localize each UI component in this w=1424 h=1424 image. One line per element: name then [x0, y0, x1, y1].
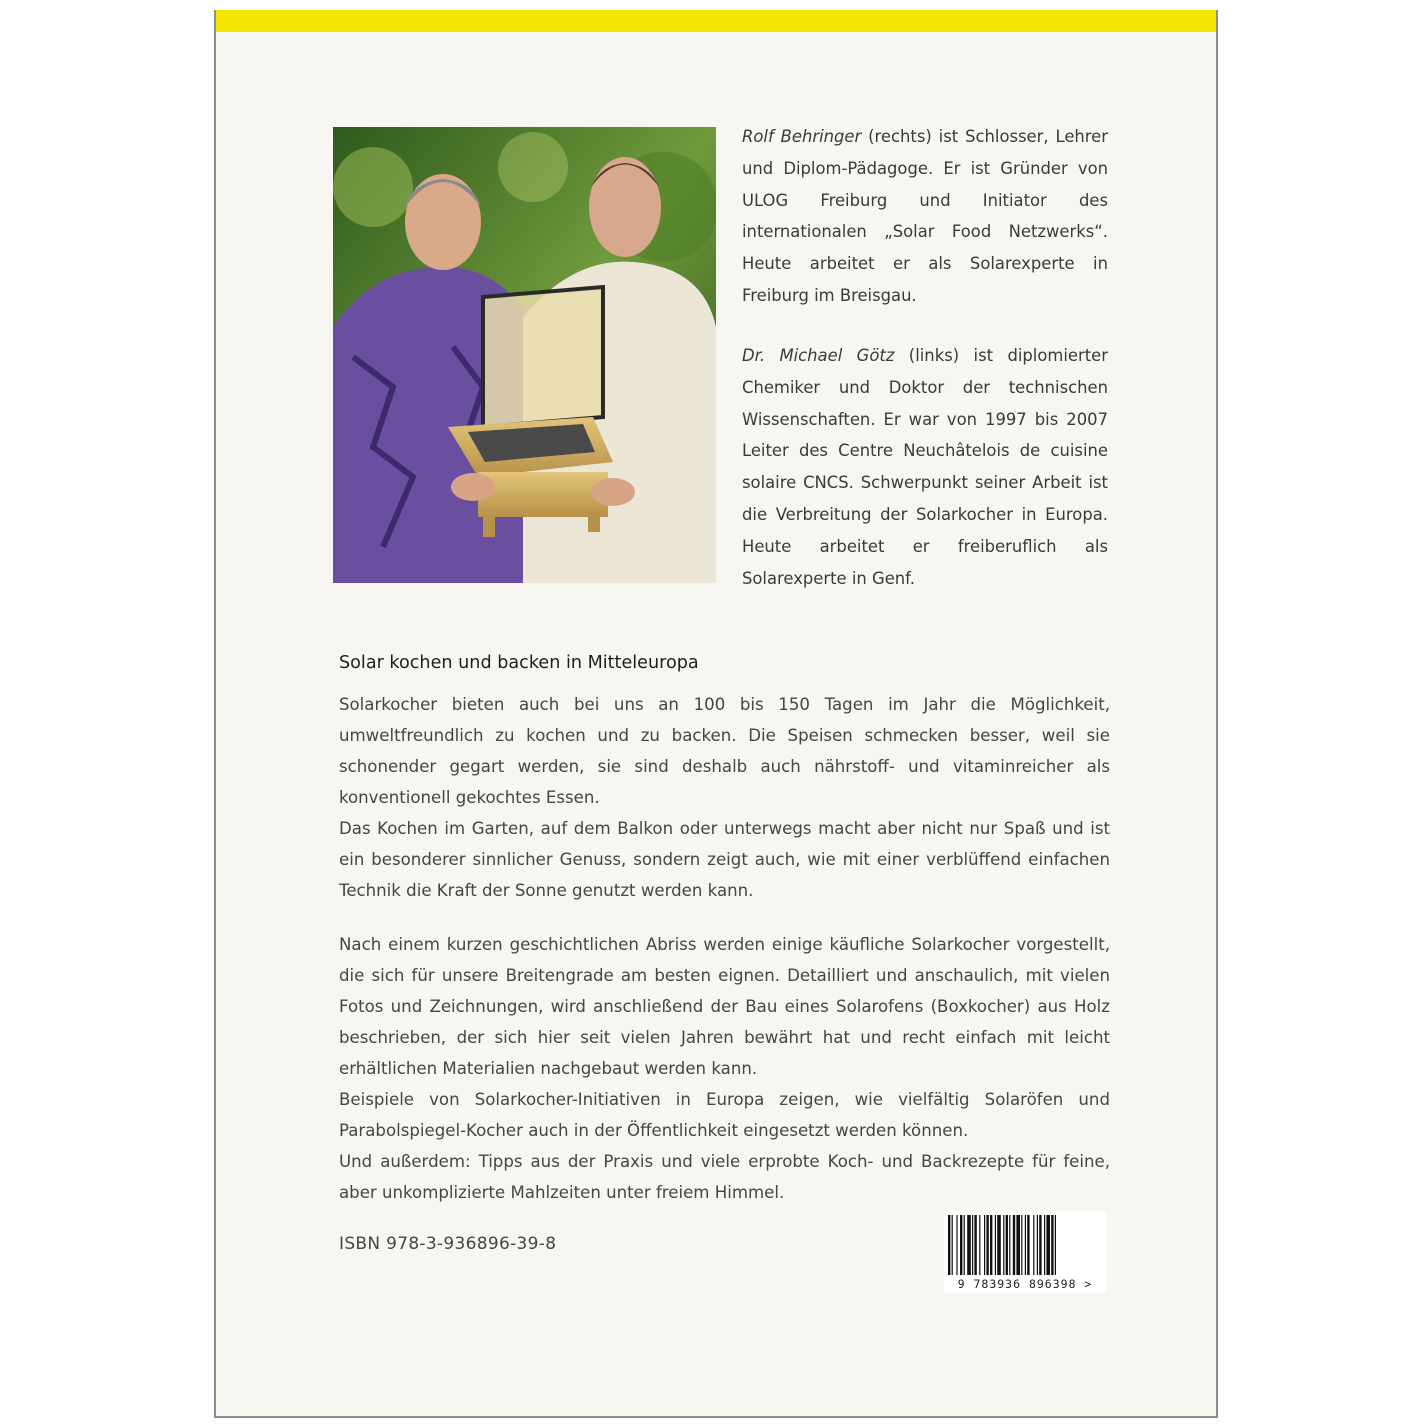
barcode-bar [1046, 1215, 1050, 1275]
barcode-bar [1044, 1215, 1045, 1275]
barcode-bar [1051, 1215, 1053, 1275]
barcode-bar [974, 1215, 976, 1275]
barcode-bar [960, 1215, 962, 1275]
barcode-bar [995, 1215, 996, 1275]
barcode-bar [1033, 1215, 1034, 1275]
author-bio-goetz-text: (links) ist diplomierter Chemiker und Doktor der technischen Wissenschaften. Er war von 1997 bis 2007 Leiter des Centre Neuchâtelois de cuisine solaire CNCS. Schwerpunkt seiner Arbeit ist die Verbreitung der Solarkocher in Europa. Heute arbeitet er freiberuflich als Solarexperte in Genf. [742, 346, 1108, 588]
barcode-bar [1006, 1215, 1008, 1275]
blurb-paragraph-3: Nach einem kurzen geschichtlichen Abriss werden einige käufliche Solarkocher vorgestellt, die sich für unsere Breitengrade am besten eignen. Detailliert und anschaulich, mit vielen Fotos und Zeichnungen, wird anschließend der Bau eines Solarofens (Boxkocher) aus Holz beschrieben, der sich hier seit vielen Jahren bewährt hat und recht einfach mit leicht erhältlichen Materialien nachgebaut werden kann. [339, 935, 1110, 1078]
barcode-bar [952, 1215, 953, 1275]
barcode-bar [990, 1215, 992, 1275]
barcode-bar [1055, 1215, 1056, 1275]
barcode-bar [979, 1215, 980, 1275]
author-name-behringer: Rolf Behringer [742, 127, 862, 146]
barcode-bar [967, 1215, 971, 1275]
barcode-bar [956, 1215, 957, 1275]
section-title: Solar kochen und backen in Mitteleuropa [339, 653, 699, 673]
barcode-bar [1037, 1215, 1038, 1275]
barcode-bar [1016, 1215, 1020, 1275]
barcode-bar [997, 1215, 1001, 1275]
barcode-bar [986, 1215, 988, 1275]
author-bio-goetz [742, 340, 1108, 594]
barcode-bar [1039, 1215, 1041, 1275]
barcode-bar [1025, 1215, 1026, 1275]
blurb-paragraph-4: Beispiele von Solarkocher-Initiativen in Europa zeigen, wie vielfältig Solaröfen und Parabolspiegel-Kocher auch in der Öffentlichkeit eingesetzt werden können. [339, 1090, 1110, 1140]
barcode-bar [948, 1215, 950, 1275]
barcode-digits: 9 783936 896398 > [957, 1277, 1093, 1291]
barcode-bar [972, 1215, 973, 1275]
barcode-bar [1009, 1215, 1010, 1275]
book-back-cover [214, 10, 1218, 1418]
barcode-bar [1003, 1215, 1004, 1275]
blurb-block-2 [339, 929, 1110, 1208]
isbn-barcode [944, 1211, 1106, 1293]
blurb-paragraph-2: Das Kochen im Garten, auf dem Balkon oder unterwegs macht aber nicht nur Spaß und ist ein besonderer sinnlicher Genuss, sondern zeigt auch, wie mit einer verblüffend einfachen Technik die Kraft der Sonne genutzt werden kann. [339, 819, 1110, 900]
author-name-goetz: Dr. Michael Götz [742, 346, 895, 365]
blurb-paragraph-5: Und außerdem: Tipps aus der Praxis und viele erprobte Koch- und Backrezepte für feine, aber unkomplizierte Mahlzeiten unter freiem Himmel. [339, 1152, 1110, 1202]
author-bio-behringer-text: (rechts) ist Schlosser, Lehrer und Diplom-Pädagoge. Er ist Gründer von ULOG Freiburg und Initiator des internationalen „Solar Food Netzwerks“. Heute arbeitet er als Solarexperte in Freiburg im Breisgau. [742, 127, 1108, 305]
barcode-bar [984, 1215, 985, 1275]
barcode-bar [964, 1215, 965, 1275]
barcode-bar [1027, 1215, 1029, 1275]
author-bio-behringer [742, 121, 1108, 312]
blurb-paragraph-1: Solarkocher bieten auch bei uns an 100 bis 150 Tagen im Jahr die Möglichkeit, umweltfreundlich zu kochen und zu backen. Die Speisen schmecken besser, weil sie schonender gegart werden, sie sind deshalb auch nährstoff- und vitaminreicher als konventionell gekochtes Essen. [339, 695, 1110, 807]
barcode-bars [946, 1211, 1102, 1277]
author-photo-illustration [333, 127, 716, 583]
barcode-bar [1013, 1215, 1015, 1275]
isbn-number: ISBN 978-3-936896-39-8 [339, 1234, 557, 1254]
blurb-block-1 [339, 689, 1110, 906]
barcode-bar [1021, 1215, 1022, 1275]
author-photo [333, 127, 716, 583]
top-color-stripe [216, 10, 1216, 32]
